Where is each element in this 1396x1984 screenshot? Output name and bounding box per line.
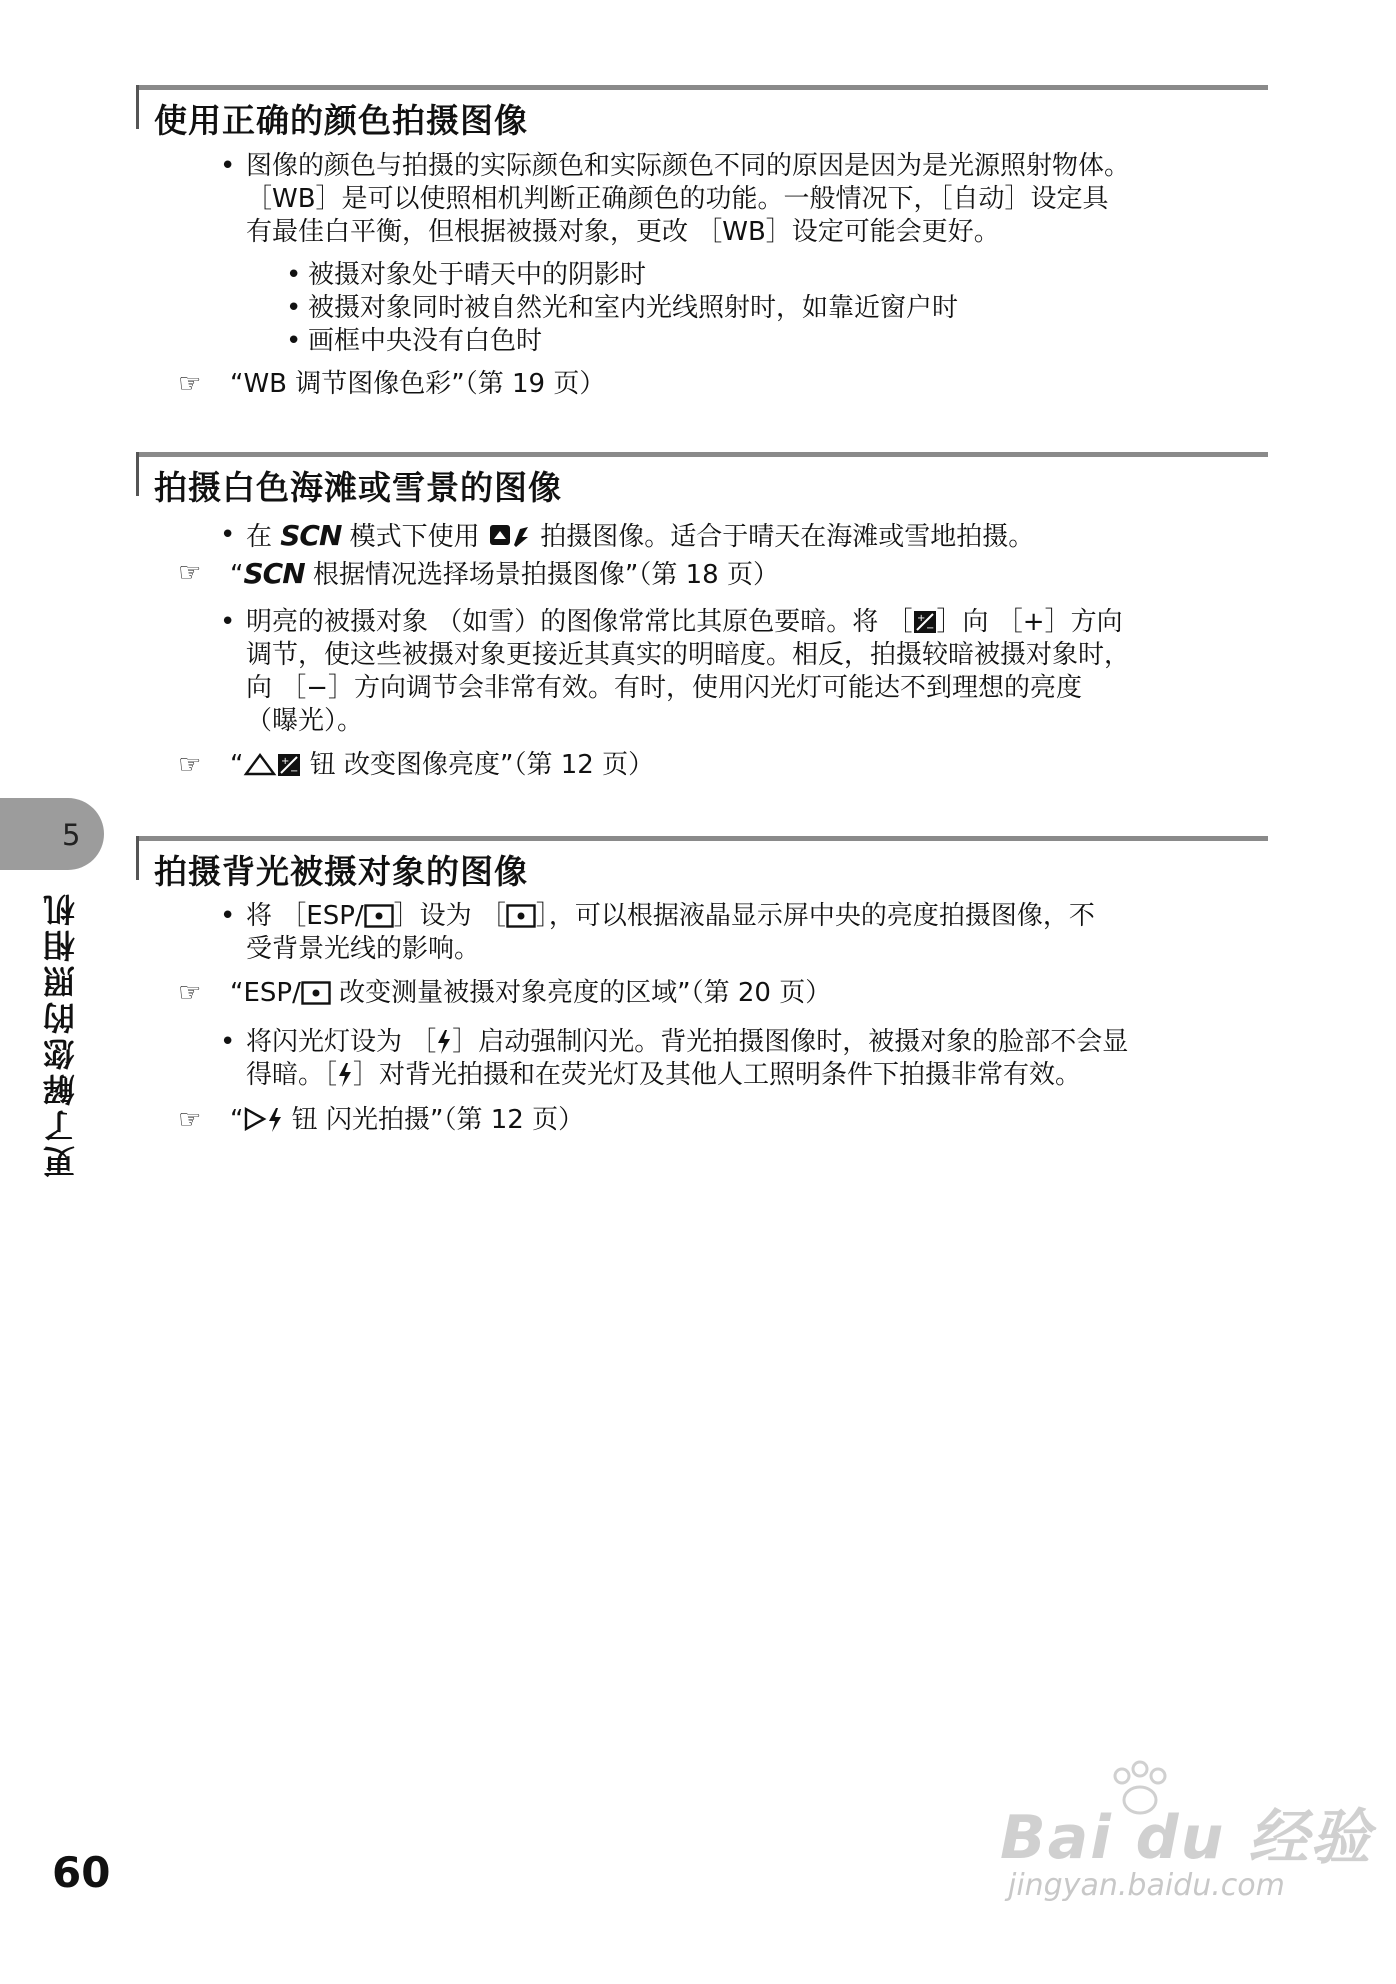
pointing-hand-icon: ☞ (178, 558, 202, 588)
up-arrow-button-icon (243, 752, 277, 776)
chapter-number: 5 (62, 818, 81, 852)
text-fragment: ］，可以根据液晶显示屏中央的亮度拍摄图像，不 (535, 901, 1095, 931)
page-reference-link[interactable] (230, 1104, 584, 1137)
text-fragment: “ESP/ (230, 978, 301, 1008)
text-fragment: 将闪光灯设为 ［ (246, 1027, 437, 1057)
spot-metering-icon (364, 904, 394, 928)
page-reference-link[interactable]: “WB 调节图像色彩”（第 19 页） (230, 369, 606, 399)
paragraph-line (246, 1059, 1081, 1092)
text-fragment: ］启动强制闪光。背光拍摄图像时，被摄对象的脸部不会显 (452, 1027, 1129, 1057)
paragraph-line: （曝光）。 (246, 706, 364, 736)
flash-icon (337, 1062, 353, 1088)
paragraph-line: ［WB］是可以使照相机判断正确颜色的功能。一般情况下，［自动］设定具 (246, 184, 1109, 214)
text-fragment: 钮 闪光拍摄”（第 12 页） (283, 1105, 585, 1135)
text-fragment: ］向 ［+］方向 (936, 607, 1123, 637)
paragraph-line: 受背景光线的影响。 (246, 934, 481, 964)
spot-metering-icon (506, 904, 536, 928)
exposure-compensation-icon (277, 753, 301, 777)
svg-text:+: + (916, 613, 925, 624)
sub-item: 画框中央没有白色时 (308, 326, 543, 356)
bullet-dot-icon: • (220, 901, 236, 931)
section-title: 拍摄白色海滩或雪景的图像 (154, 468, 562, 507)
svg-text:+: + (281, 756, 290, 767)
pointing-hand-icon: ☞ (178, 750, 202, 780)
text-fragment: 将 ［ESP/ (246, 901, 364, 931)
text-fragment: 明亮的被摄对象 （如雪）的图像常常比其原色要暗。将 ［ (246, 607, 913, 637)
bullet-dot-icon: • (286, 260, 302, 290)
section-title: 使用正确的颜色拍摄图像 (154, 101, 528, 140)
section-rule-tick (136, 452, 139, 496)
text-fragment: 得暗。［ (246, 1060, 338, 1090)
paragraph-line (246, 606, 1123, 639)
text-fragment: ］对背光拍摄和在荧光灯及其他人工照明条件下拍摄非常有效。 (353, 1060, 1082, 1090)
paragraph-line: 有最佳白平衡，但根据被摄对象，更改 ［WB］设定可能会更好。 (246, 217, 1000, 247)
text-fragment: “ (230, 750, 244, 780)
text-fragment: 钮 改变图像亮度”（第 12 页） (301, 750, 655, 780)
scn-mode-label: SCN (280, 519, 342, 552)
page-reference-link[interactable] (230, 557, 779, 592)
chapter-label: 更了解您的照相机 (42, 890, 80, 1178)
paragraph-line (246, 519, 1034, 554)
bullet-dot-icon: • (220, 520, 236, 550)
section-rule (136, 452, 1268, 457)
right-arrow-button-icon (243, 1107, 267, 1131)
bullet-dot-icon: • (220, 1027, 236, 1057)
text-fragment: 改变测量被摄对象亮度的区域”（第 20 页） (330, 978, 832, 1008)
section-rule (136, 85, 1268, 90)
spot-metering-icon (301, 981, 331, 1005)
chapter-tab (0, 798, 104, 870)
bullet-dot-icon: • (286, 326, 302, 356)
paragraph-line (246, 1026, 1128, 1059)
bullet-dot-icon: • (286, 293, 302, 323)
page-reference-link[interactable] (230, 749, 654, 782)
text-fragment: 模式下使用 (341, 522, 488, 552)
page-number: 60 (52, 1848, 111, 1897)
flash-icon (436, 1029, 452, 1055)
beach-snow-mode-icon (488, 523, 532, 549)
paragraph-line: 向 ［−］方向调节会非常有效。有时，使用闪光灯可能达不到理想的亮度 (246, 673, 1083, 703)
text-fragment: 拍摄图像。适合于晴天在海滩或雪地拍摄。 (531, 522, 1035, 552)
pointing-hand-icon: ☞ (178, 978, 202, 1008)
scn-mode-label: SCN (243, 557, 305, 590)
paragraph-line: 图像的颜色与拍摄的实际颜色和实际颜色不同的原因是因为是光源照射物体。 (246, 151, 1131, 181)
section-title: 拍摄背光被摄对象的图像 (154, 852, 528, 891)
pointing-hand-icon: ☞ (178, 1105, 202, 1135)
section-rule (136, 836, 1268, 841)
text-fragment: “ (230, 560, 244, 590)
pointing-hand-icon: ☞ (178, 369, 202, 399)
text-fragment: 根据情况选择场景拍摄图像”（第 18 页） (304, 560, 779, 590)
watermark-brand: Bai du 经验 (1000, 1803, 1373, 1873)
page-reference-link[interactable] (230, 977, 831, 1010)
paragraph-line: 调节，使这些被摄对象更接近其真实的明暗度。相反，拍摄较暗被摄对象时， (246, 640, 1131, 670)
sub-item: 被摄对象同时被自然光和室内光线照射时，如靠近窗户时 (308, 293, 959, 323)
bullet-dot-icon: • (220, 151, 236, 181)
text-fragment: ］设为 ［ (393, 901, 506, 931)
watermark-url: jingyan.baidu.com (1008, 1868, 1285, 1903)
section-rule-tick (136, 836, 139, 880)
text-fragment: “ (230, 1105, 244, 1135)
svg-text:−: − (290, 766, 299, 777)
exposure-compensation-icon (913, 610, 937, 634)
text-fragment: 在 (246, 522, 281, 552)
sub-item: 被摄对象处于晴天中的阴影时 (308, 260, 647, 290)
paragraph-line (246, 900, 1095, 933)
section-rule-tick (136, 85, 139, 129)
bullet-dot-icon: • (220, 607, 236, 637)
flash-icon (267, 1107, 283, 1133)
svg-text:−: − (925, 623, 934, 634)
